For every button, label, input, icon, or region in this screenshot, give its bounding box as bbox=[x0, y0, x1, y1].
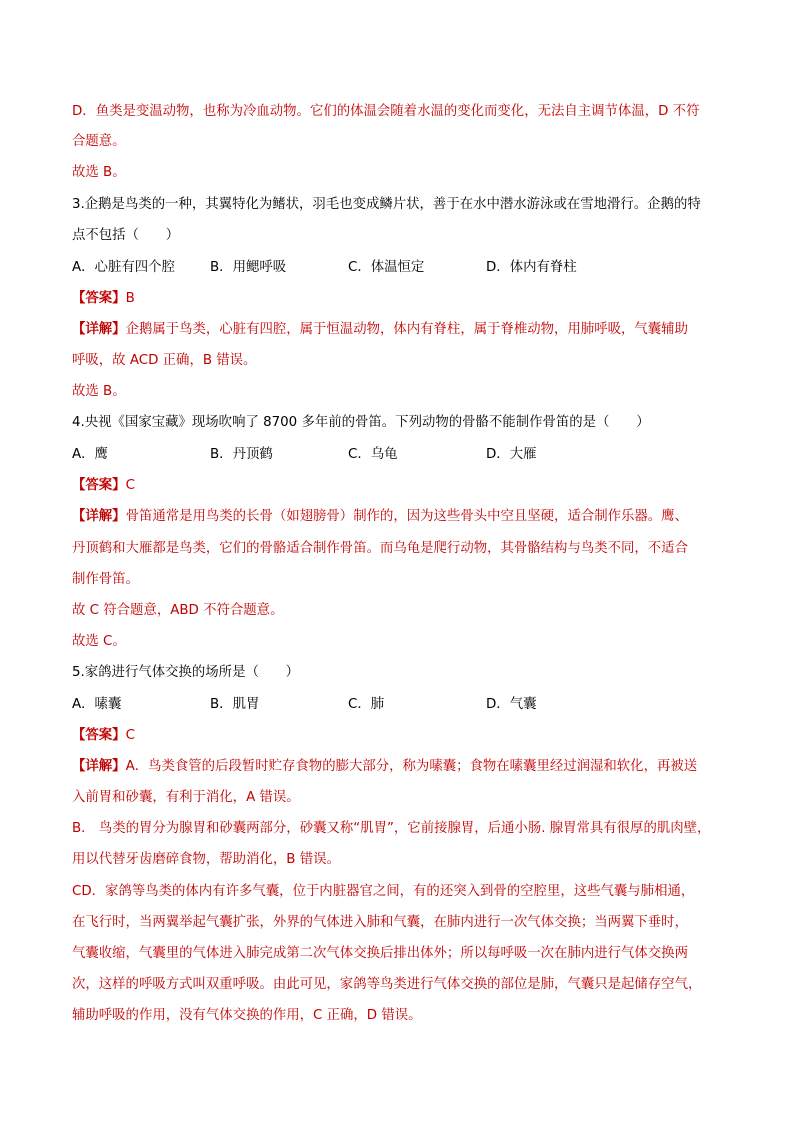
q5-explain-cd-cont-4: 辅助呼吸的作用，没有气体交换的作用，C 正确，D 错误。 bbox=[72, 1008, 422, 1023]
q5-answer-value: C bbox=[125, 728, 135, 743]
q3-explain-text: 企鹅属于鸟类，心脏有四腔，属于恒温动物，体内有脊柱，属于脊椎动物，用肺呼吸，气囊辅助 bbox=[125, 322, 688, 337]
q5-stem: 5.家鸽进行气体交换的场所是（ ） bbox=[72, 665, 300, 680]
q5-explain-a-cont: 入前胃和砂囊，有利于消化，A 错误。 bbox=[72, 790, 300, 805]
explain-tag: 【详解】 bbox=[72, 322, 126, 337]
q5-explain-b-cont: 用以代替牙齿磨碎食物，帮助消化，B 错误。 bbox=[72, 852, 340, 867]
q4-choose: 故选 C。 bbox=[72, 634, 126, 649]
q3-explain bbox=[72, 321, 688, 339]
q4-answer bbox=[72, 477, 135, 495]
q4-option-a: A．鹰 bbox=[72, 447, 108, 462]
q4-option-d: D．大雁 bbox=[486, 447, 537, 462]
q2-choose: 故选 B。 bbox=[72, 165, 126, 180]
q5-explain-cd-cont-3: 次，这样的呼吸方式叫双重呼吸。由此可见，家鸽等鸟类进行气体交换的部位是肺，气囊只是起储存空气， bbox=[72, 977, 702, 992]
q4-explain-text: 骨笛通常是用鸟类的长骨（如翅膀骨）制作的，因为这些骨头中空且坚硬，适合制作乐器。鹰、 bbox=[125, 509, 688, 524]
q3-options bbox=[72, 259, 692, 277]
q4-summary: 故 C 符合题意，ABD 不符合题意。 bbox=[72, 603, 284, 618]
q3-explain-cont: 呼吸，故 ACD 正确，B 错误。 bbox=[72, 353, 257, 368]
q4-explain-cont-1: 丹顶鹤和大雁都是鸟类，它们的骨骼适合制作骨笛。而乌龟是爬行动物，其骨骼结构与鸟类不同，不适合 bbox=[72, 541, 688, 556]
q3-stem: 3.企鹅是鸟类的一种，其翼特化为鳍状，羽毛也变成鳞片状，善于在水中潜水游泳或在雪地滑行。企鹅的特 bbox=[72, 197, 701, 212]
q4-answer-value: C bbox=[125, 478, 135, 493]
q5-answer bbox=[72, 727, 135, 745]
q5-option-c: C．肺 bbox=[348, 697, 385, 712]
q5-explain-cd-cont-2: 气囊收缩，气囊里的气体进入肺完成第二次气体交换后排出体外；所以每呼吸一次在肺内进行气体交换两 bbox=[72, 946, 688, 961]
q5-options bbox=[72, 696, 692, 714]
q3-option-b: B．用鳃呼吸 bbox=[210, 260, 287, 275]
q3-option-a: A．心脏有四个腔 bbox=[72, 260, 175, 275]
q3-option-c: C．体温恒定 bbox=[348, 260, 425, 275]
q4-explain bbox=[72, 508, 688, 526]
q5-explain-a bbox=[72, 758, 697, 776]
answer-tag: 【答案】 bbox=[72, 291, 126, 306]
q5-option-a: A．嗉囊 bbox=[72, 697, 122, 712]
q4-option-b: B．丹顶鹤 bbox=[210, 447, 273, 462]
q4-stem: 4.央视《国家宝藏》现场吹响了 8700 多年前的骨笛。下列动物的骨骼不能制作骨笛的是（ ） bbox=[72, 415, 650, 430]
q3-answer bbox=[72, 290, 135, 308]
answer-tag: 【答案】 bbox=[72, 728, 126, 743]
explain-tag: 【详解】 bbox=[72, 509, 126, 524]
q5-explain-cd: CD．家鸽等鸟类的体内有许多气囊，位于内脏器官之间，有的还突入到骨的空腔里，这些气囊与肺相通， bbox=[72, 884, 695, 899]
q5-explain-a-text: A．鸟类食管的后段暂时贮存食物的膨大部分，称为嗉囊；食物在嗉囊里经过润湿和软化，再被送 bbox=[125, 759, 698, 774]
q2-option-d-explain-cont: 合题意。 bbox=[72, 134, 126, 149]
q3-answer-value: B bbox=[125, 291, 135, 306]
q5-explain-cd-cont-1: 在飞行时，当两翼举起气囊扩张，外界的气体进入肺和气囊，在肺内进行一次气体交换；当两翼下垂时， bbox=[72, 915, 688, 930]
answer-tag: 【答案】 bbox=[72, 478, 126, 493]
explain-tag: 【详解】 bbox=[72, 759, 126, 774]
q3-stem-cont: 点不包括（ ） bbox=[72, 228, 180, 243]
q3-option-d: D．体内有脊柱 bbox=[486, 260, 577, 275]
q3-choose: 故选 B。 bbox=[72, 384, 126, 399]
q2-option-d-explain: D．鱼类是变温动物，也称为冷血动物。它们的体温会随着水温的变化而变化，无法自主调节体温，D 不符 bbox=[72, 104, 700, 119]
q5-explain-b: B． 鸟类的胃分为腺胃和砂囊两部分，砂囊又称“肌胃”，它前接腺胃，后通小肠. 腺胃常具有很厚的肌肉壁， bbox=[72, 821, 711, 836]
q4-explain-cont-2: 制作骨笛。 bbox=[72, 572, 139, 587]
q4-options bbox=[72, 446, 692, 464]
q5-option-d: D．气囊 bbox=[486, 697, 537, 712]
q5-option-b: B．肌胃 bbox=[210, 697, 260, 712]
q4-option-c: C．乌龟 bbox=[348, 447, 398, 462]
